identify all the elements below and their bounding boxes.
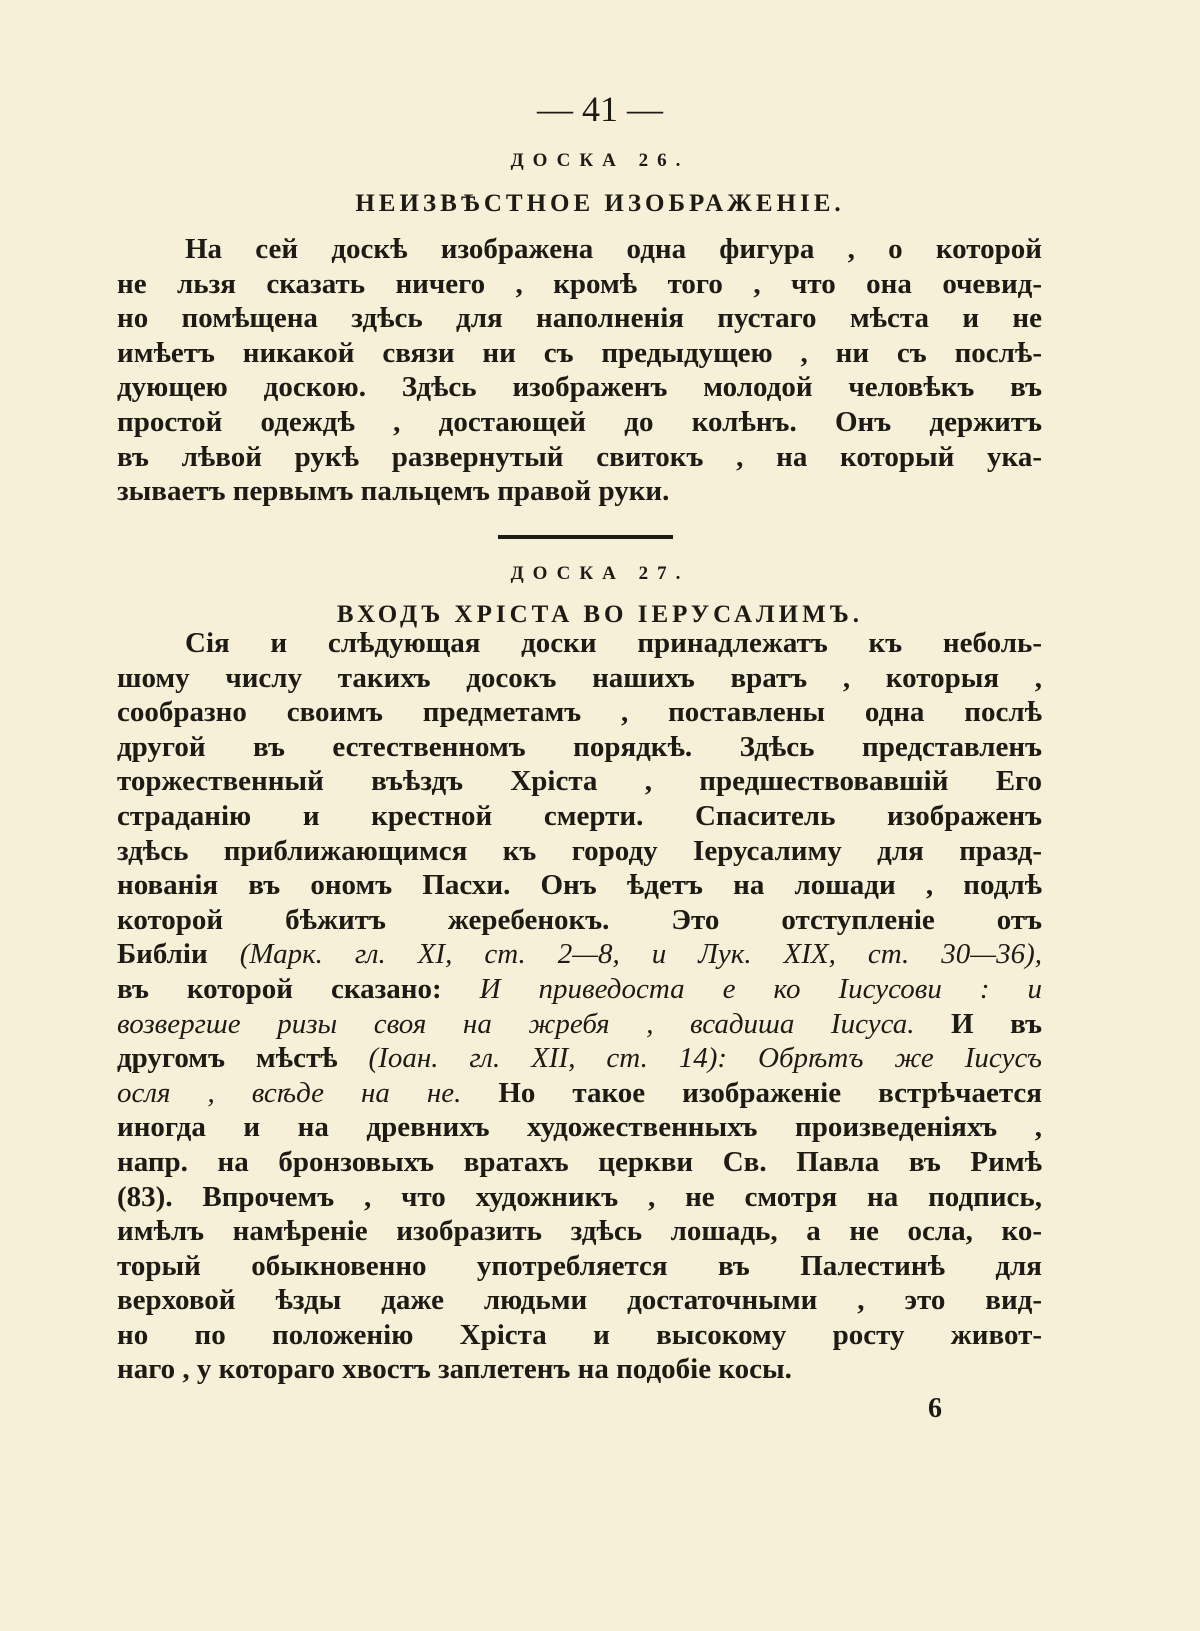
text-segment: но по положенію Хріста и высокому росту живот- bbox=[117, 1318, 1042, 1351]
text-segment: И въ bbox=[914, 1007, 1043, 1040]
signature-mark: 6 bbox=[928, 1393, 942, 1424]
text-line bbox=[117, 267, 1042, 302]
text-segment: На сей доскѣ изображена одна фигура , о которой bbox=[185, 233, 1042, 265]
text-line bbox=[117, 1352, 1042, 1387]
italic-quote: возвергше ризы своя на жребя , всадиша Іисуса. bbox=[117, 1007, 915, 1040]
text-line bbox=[117, 1076, 1042, 1111]
italic-quote: (Іоан. гл. XII, ст. 14): Обрѣтъ же Іисусъ bbox=[368, 1042, 1042, 1075]
italic-quote: осля , всѣде на не. bbox=[117, 1076, 462, 1109]
paragraph bbox=[117, 232, 1042, 509]
text-line bbox=[117, 626, 1042, 661]
text-segment: зываетъ первымъ пальцемъ правой руки. bbox=[117, 475, 670, 508]
text-segment: простой одеждѣ , достающей до колѣнъ. Онъ держитъ bbox=[117, 405, 1042, 438]
text-line bbox=[117, 1214, 1042, 1249]
text-line bbox=[117, 799, 1042, 834]
paragraph bbox=[117, 626, 1042, 1387]
text-line bbox=[117, 370, 1042, 405]
text-line bbox=[117, 1041, 1042, 1076]
text-segment: сообразно своимъ предметамъ , поставлены одна послѣ bbox=[117, 696, 1042, 729]
text-segment: иногда и на древнихъ художественныхъ произведеніяхъ , bbox=[117, 1111, 1042, 1144]
text-segment: не льзя сказать ничего , кромѣ того , что она очевид- bbox=[117, 267, 1042, 300]
text-line bbox=[117, 1145, 1042, 1180]
text-segment: верховой ѣзды даже людьми достаточными , это вид- bbox=[117, 1284, 1042, 1317]
text-line bbox=[117, 405, 1042, 440]
italic-quote: И приведоста е ко Іисусови : и bbox=[479, 972, 1043, 1005]
text-line bbox=[117, 695, 1042, 730]
text-segment: торжественный въѣздъ Хріста , предшествовавшій Его bbox=[117, 765, 1042, 798]
page-number: — 41 — bbox=[537, 89, 663, 129]
text-line bbox=[117, 764, 1042, 799]
text-line bbox=[117, 661, 1042, 696]
text-segment: дующею доскою. Здѣсь изображенъ молодой человѣкъ въ bbox=[117, 371, 1042, 404]
text-segment: здѣсь приближающимся къ городу Іерусалиму для празд- bbox=[117, 834, 1042, 867]
text-line bbox=[117, 903, 1042, 938]
text-segment: имѣлъ намѣреніе изобразить здѣсь лошадь, а не осла, ко- bbox=[117, 1215, 1042, 1248]
text-line bbox=[117, 1110, 1042, 1145]
text-segment: въ которой сказано: bbox=[117, 972, 480, 1005]
text-segment: имѣетъ никакой связи ни съ предыдущею , ни съ послѣ- bbox=[117, 336, 1042, 369]
text-line bbox=[117, 440, 1042, 475]
text-line bbox=[117, 730, 1042, 765]
text-line bbox=[117, 937, 1042, 972]
text-line bbox=[117, 1283, 1042, 1318]
text-segment: страданію и крестной смерти. Спаситель изображенъ bbox=[117, 799, 1042, 832]
text-line bbox=[117, 336, 1042, 371]
text-segment: Но такое изображеніе встрѣчается bbox=[461, 1076, 1042, 1109]
text-line bbox=[117, 474, 1042, 509]
text-line bbox=[117, 1007, 1042, 1042]
text-segment: напр. на бронзовыхъ вратахъ церкви Св. Павла въ Римѣ bbox=[117, 1145, 1042, 1178]
text-segment: но помѣщена здѣсь для наполненія пустаго мѣста и не bbox=[117, 302, 1042, 335]
text-segment: (83). Впрочемъ , что художникъ , не смотря на подпись, bbox=[117, 1180, 1042, 1213]
text-segment: торый обыкновенно употребляется въ Палестинѣ для bbox=[117, 1249, 1042, 1282]
section-label: ДОСКА 26. bbox=[510, 150, 690, 171]
text-segment: другомъ мѣстѣ bbox=[117, 1042, 369, 1075]
section-divider bbox=[498, 535, 673, 539]
italic-quote: (Марк. гл. XI, ст. 2—8, и Лук. XIX, ст. 30—36), bbox=[239, 938, 1042, 971]
text-segment: другой въ естественномъ порядкѣ. Здѣсь представленъ bbox=[117, 730, 1042, 763]
text-line bbox=[117, 1180, 1042, 1215]
text-segment: которой бѣжитъ жеребенокъ. Это отступленіе отъ bbox=[117, 903, 1042, 936]
text-segment: Библіи bbox=[117, 938, 240, 971]
text-segment: нованія въ ономъ Пасхи. Онъ ѣдетъ на лошади , подлѣ bbox=[117, 869, 1042, 902]
text-segment: наго , у котораго хвостъ заплетенъ на подобіе косы. bbox=[117, 1353, 792, 1386]
text-segment: Сія и слѣдующая доски принадлежатъ къ неболь- bbox=[185, 627, 1042, 659]
section-title: ВХОДЪ ХРІСТА ВО ІЕРУСАЛИМЪ. bbox=[336, 601, 864, 628]
text-segment: шому числу такихъ досокъ нашихъ вратъ , которыя , bbox=[117, 661, 1042, 694]
text-line bbox=[117, 301, 1042, 336]
text-line bbox=[117, 868, 1042, 903]
section-label: ДОСКА 27. bbox=[510, 563, 690, 584]
text-segment: въ лѣвой рукѣ развернутый свитокъ , на который ука- bbox=[117, 440, 1042, 473]
text-line bbox=[117, 1318, 1042, 1353]
text-line bbox=[117, 1249, 1042, 1284]
text-line bbox=[117, 972, 1042, 1007]
text-line bbox=[117, 834, 1042, 869]
section-title: НЕИЗВѢСТНОЕ ИЗОБРАЖЕНІЕ. bbox=[355, 190, 845, 217]
text-line bbox=[117, 232, 1042, 267]
